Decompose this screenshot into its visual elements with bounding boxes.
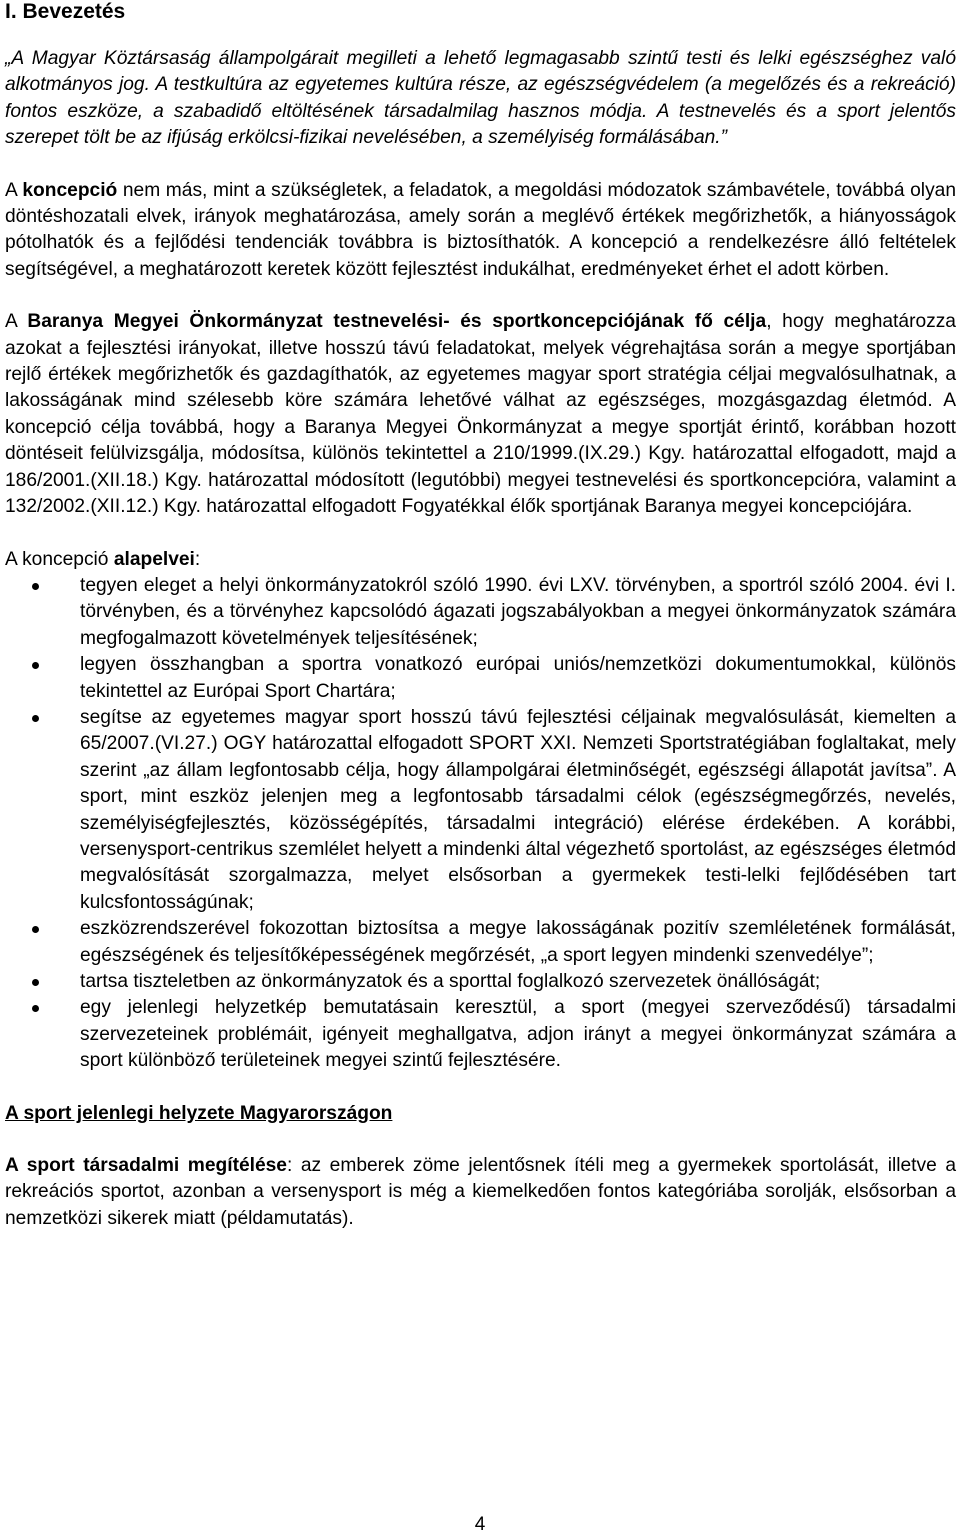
bold-main-goal: Baranya Megyei Önkormányzat testnevelési- és sportkoncepciójának fő célja <box>27 311 767 333</box>
bold-term-alapelvei: alapelvei <box>113 548 195 570</box>
intro-quote-part-1: „A Magyar Köztársaság állampolgárait megilleti a lehető legmagasabb szintű testi és lelki egészséghez való alkotmányos jog. A testkultúra az egyetemes kultúra része, az egészségvédelem (a megelőzés és a rekreáció) fontos eszköze, a szabadidő eltöltésének társadalmilag hasznos módja. <box>5 48 956 122</box>
list-item-text: segítse az egyetemes magyar sport hosszú távú fejlesztési céljainak megvalósulását, kiemelten a 65/2007.(VI.27.) OGY határozattal elfogadott SPORT XXI. Nemzeti Sportstratégiában foglaltakat, mely szerint „az állam legfontosabb célja, hogy állampolgárai életminőségét, egészségi állapotát javítsa”. A sport, mint eszköz jelenjen meg a legfontosabb társadalmi célok (egészségmegőrzés, nevelés, személyiségfejlesztés, közösségépítés, társadalmi integráció) elérése érdekében. A korábbi, versenysport-centrikus szemlélet helyett a mindenki által végezhető sportolást, az egészséges életmód megvalósítását szorgalmazza, melyet elsősorban a gyermekek testi-lelki fejlődésében tart kulcsfontosságúnak; <box>80 706 956 913</box>
text-run: : <box>194 548 201 570</box>
bullet-icon <box>32 715 39 722</box>
social-perception-paragraph <box>5 1153 956 1232</box>
list-item-text: egy jelenlegi helyzetkép bemutatásain keresztül, a sport (megyei szerveződésű) társadalmi szervezeteinek problémáit, igényeit meghallgatva, adjon irányt a megyei önkormányzat számára a sport különböző területeinek megyei szintű fejlesztésére. <box>80 997 956 1072</box>
bullet-icon <box>32 1005 39 1012</box>
text-run: , hogy meghatározza azokat a fejlesztési irányokat, illetve hosszú távú feladatokat, melyek végrehajtása során a megye sportjában rejlő értékek megőrizhetők és gazdagíthatók, az egyetemes magyar sport stratégia céljai megvalósulhatnak, a lakosságának mind szélesebb köre számára lehetővé válhat az egészséges, mozgásgazdag életmód. A koncepció célja továbbá, hogy a Baranya Megyei Önkormányzat a megye sportját érintő, korábban hozott döntéseit felülvizsgálja, módosítsa, különös tekintettel a 210/1999.(IX.29.) Kgy. határozattal elfogadott, majd a 186/2001.(XII.18.) Kgy. határozattal módosított (legutóbbi) megyei testnevelési és sportkoncepcióra, valamint a 132/2002.(XII.12.) Kgy. határozattal elfogadott Fogyatékkal élők sportjának Baranya megyei koncepciójára. <box>5 311 956 518</box>
bullet-icon <box>32 662 39 669</box>
list-item <box>5 573 956 652</box>
document-page <box>5 0 956 1232</box>
section-heading: I. Bevezetés <box>5 0 126 23</box>
text-run: nem más, mint a szükségletek, a feladatok, a megoldási módozatok számbavétele, továbbá olyan döntéshozatali elvek, irányok meghatározása, amely során a meglévő értékek megőrizhetők, a hiányosságok pótolhatók és a fejlődési tendenciák továbbra is biztosíthatók. A koncepció a rendelkezésre álló feltételek segítségével, a meghatározott keretek között fejlesztést indukálhat, eredményeket érhet el adott körben. <box>5 179 956 280</box>
list-item-text: legyen összhangban a sportra vonatkozó európai uniós/nemzetközi dokumentumokkal, különös tekintettel az Európai Sport Chartára; <box>80 654 956 702</box>
list-item <box>5 652 956 705</box>
intro-quote <box>5 46 956 152</box>
list-item-text: tartsa tiszteletben az önkormányzatok és a sporttal foglalkozó szervezetek önállóságát; <box>80 971 821 992</box>
principles-list <box>5 573 956 1075</box>
bullet-icon <box>32 979 39 986</box>
page-number: 4 <box>474 1514 486 1535</box>
list-item <box>5 995 956 1074</box>
text-run: A <box>5 311 28 333</box>
text-run: A <box>5 179 23 201</box>
intro-quote-part-2: A testnevelés és a sport jelentős szerepet tölt be az ifjúság erkölcsi-fizikai nevelésében, a személyiség formálásában.” <box>5 100 956 149</box>
concept-definition-paragraph <box>5 178 956 284</box>
bold-social-perception: A sport társadalmi megítélése <box>5 1155 287 1177</box>
text-run: A koncepció <box>5 548 114 570</box>
list-item-text: eszközrendszerével fokozottan biztosítsa a megye lakosságának pozitív szemléletének formálását, egészségének és teljesítőképességének megőrzését, „a sport legyen mindenki szenvedélye”; <box>80 918 956 966</box>
list-item <box>5 705 956 916</box>
main-goal-paragraph <box>5 309 956 520</box>
list-item-text: tegyen eleget a helyi önkormányzatokról szóló 1990. évi LXV. törvényben, a sportról szóló 2004. évi I. törvényben, és a törvényhez kapcsolódó ágazati jogszabályokban a megyei önkormányzatok számára megfogalmazott követelmények teljesítésének; <box>80 574 956 649</box>
bullet-icon <box>32 583 39 590</box>
list-item <box>5 969 956 995</box>
subheading-container <box>5 1101 956 1127</box>
bullet-icon <box>32 926 39 933</box>
bold-term-koncepcio: koncepció <box>22 179 118 201</box>
principles-intro <box>5 547 956 573</box>
text-run: : az emberek zöme jelentősnek ítéli meg a gyermekek sportolását, illetve a rekreációs sportot, azonban a versenysport is még a kiemelkedően fontos kategóriába sorolják, elsősorban a nemzetközi sikerek miatt (példamutatás). <box>5 1155 956 1229</box>
subheading: A sport jelenlegi helyzete Magyarországon <box>5 1102 393 1124</box>
list-item <box>5 916 956 969</box>
